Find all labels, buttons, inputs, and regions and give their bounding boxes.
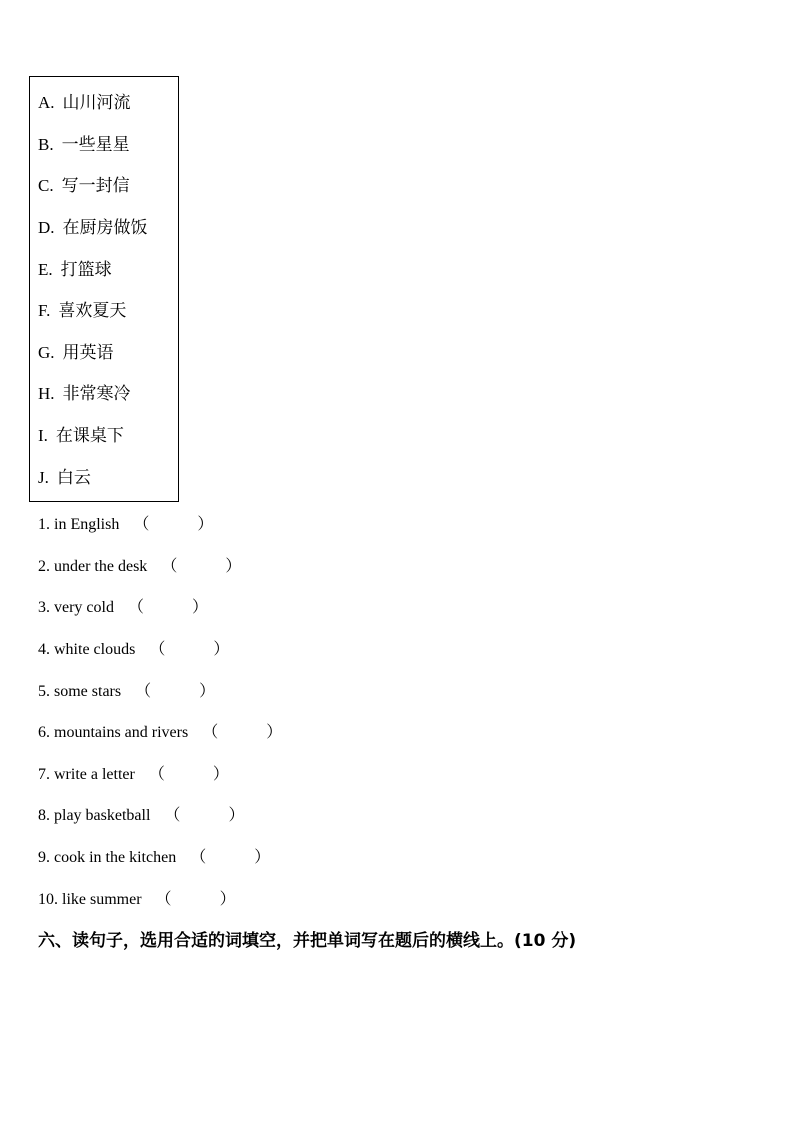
question-text: 5. some stars (38, 683, 122, 700)
option-letter: D. (38, 218, 55, 237)
question-text: 1. in English (38, 516, 120, 533)
option-letter: G. (38, 343, 55, 362)
question-2 (38, 557, 241, 577)
question-7 (38, 765, 229, 785)
answer-paren[interactable]: （ ） (155, 891, 236, 908)
option-letter: B. (38, 135, 54, 154)
option-letter: A. (38, 93, 55, 112)
option-text: 写一封信 (61, 176, 130, 196)
question-text: 7. write a letter (38, 766, 135, 783)
answer-paren[interactable]: （ ） (190, 849, 271, 866)
answer-paren[interactable]: （ ） (149, 641, 230, 658)
option-text: 喜欢夏天 (58, 301, 127, 321)
question-text: 10. like summer (38, 891, 142, 908)
section-six-heading: 六、读句子，选用合适的词填空，并把单词写在题后的横线上。(10 分) (38, 931, 577, 951)
option-letter: I. (38, 426, 48, 445)
option-letter: H. (38, 384, 55, 403)
answer-paren[interactable]: （ ） (135, 683, 216, 700)
option-f (38, 301, 126, 321)
answer-paren[interactable]: （ ） (127, 599, 209, 616)
options-box (29, 76, 179, 502)
question-text: 6. mountains and rivers (38, 724, 189, 741)
option-text: 打篮球 (60, 260, 112, 280)
question-8 (38, 806, 244, 826)
option-i (38, 426, 124, 446)
option-text: 非常寒冷 (62, 384, 131, 404)
answer-paren[interactable]: （ ） (148, 766, 229, 783)
question-3 (38, 598, 208, 618)
question-9 (38, 848, 270, 868)
answer-paren[interactable]: （ ） (161, 558, 242, 575)
option-a (38, 93, 131, 113)
option-letter: C. (38, 176, 54, 195)
option-e (38, 260, 112, 280)
option-b (38, 135, 130, 155)
question-text: 4. white clouds (38, 641, 136, 658)
option-letter: F. (38, 301, 51, 320)
option-text: 在课桌下 (55, 426, 124, 446)
question-1 (38, 515, 213, 535)
question-4 (38, 640, 229, 660)
question-text: 8. play basketball (38, 807, 151, 824)
option-text: 在厨房做饭 (62, 218, 148, 238)
option-text: 白云 (56, 468, 91, 488)
option-j (38, 468, 91, 488)
option-h (38, 384, 131, 404)
answer-paren[interactable]: （ ） (133, 516, 214, 533)
question-text: 9. cook in the kitchen (38, 849, 177, 866)
option-text: 山川河流 (62, 93, 131, 113)
option-text: 用英语 (62, 343, 114, 363)
option-letter: J. (38, 468, 49, 487)
question-text: 3. very cold (38, 599, 114, 616)
option-letter: E. (38, 260, 53, 279)
option-g (38, 343, 114, 363)
option-text: 一些星星 (61, 135, 130, 155)
answer-paren[interactable]: （ ） (164, 807, 245, 824)
option-d (38, 218, 148, 238)
question-5 (38, 682, 215, 702)
option-c (38, 176, 130, 196)
question-6 (38, 723, 282, 743)
question-text: 2. under the desk (38, 558, 148, 575)
question-10 (38, 890, 236, 910)
answer-paren[interactable]: （ ） (202, 724, 283, 741)
